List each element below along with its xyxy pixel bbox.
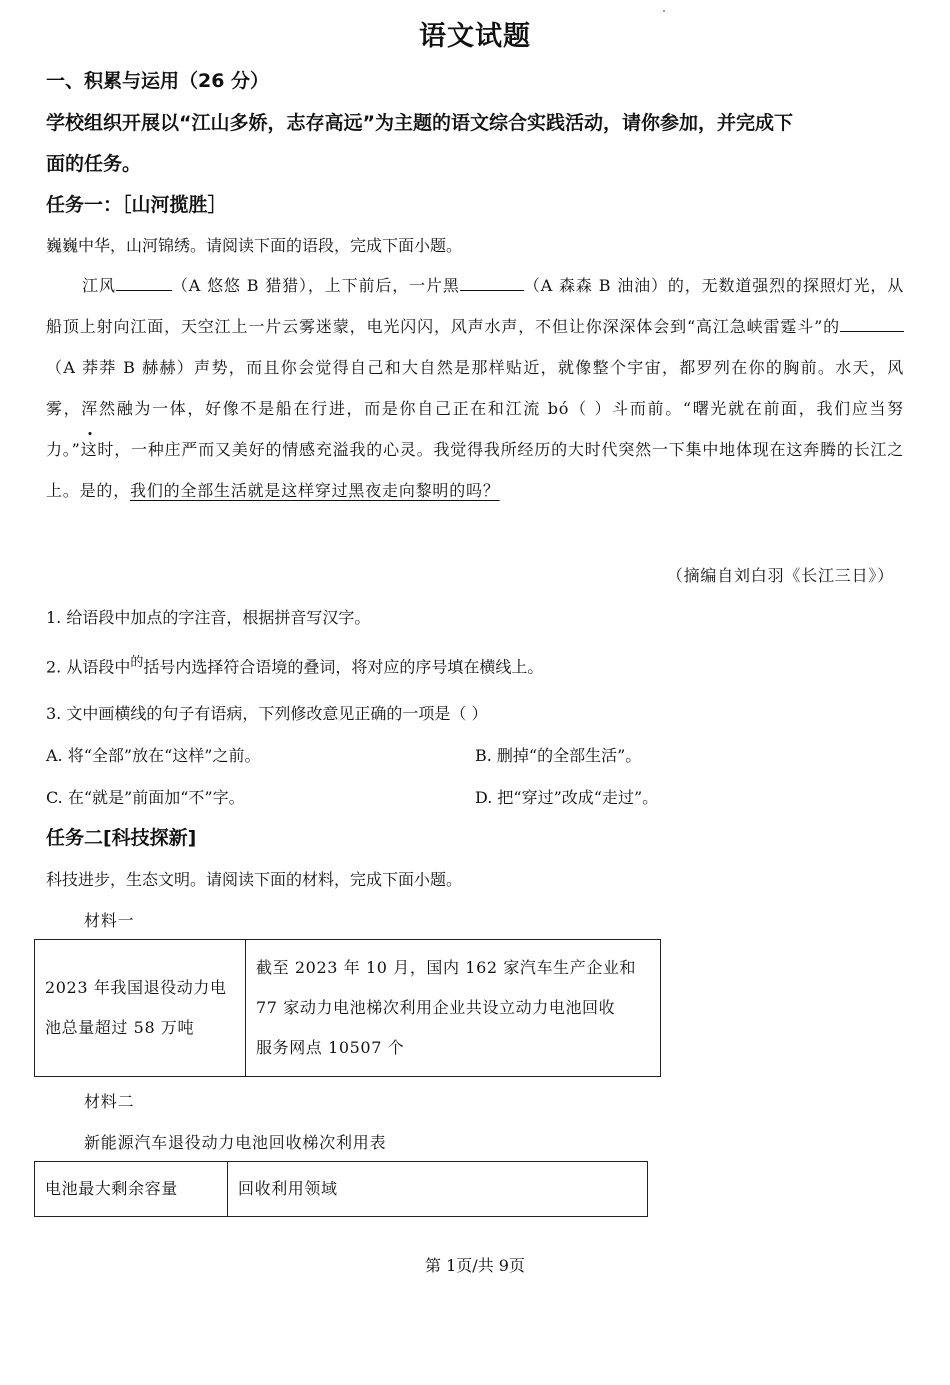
material-1-table [34,939,661,1077]
page-title: 语文试题 [419,21,531,52]
blank-1[interactable] [116,276,172,291]
question-2: 2. 从语段中$^的$括号内选择符合语境的叠词，将对应的序号填在横线上。 [46,655,544,677]
scan-speck [663,10,665,12]
task2-heading: 任务二[科技探新] [46,827,197,849]
page-footer: 第 1页/共 9页 [425,1256,525,1275]
material-2-header-field: 回收利用领域 [228,1162,648,1217]
question-3: 3. 文中画横线的句子有语病，下列修改意见正确的一项是（ ） [46,704,488,723]
task1-passage: 江风 （A 悠悠 B 猎猎），上下前后，一片黑 （A 森森 B 油油）的，无数道强烈的探照灯光，从船顶上射向江面，天空江上一片云雾迷蒙，电光闪闪，风声水声，不但让你深深体会到“高江急峡雷霆斗”的（A 莽莽 B 赫赫）声势，而且你会觉得自己和大自然是那样贴近，就像整个宇宙，都罗列在你的胸前。水天，风雾，浑然融为一体，好像不是船在行进，而是你自己正在和江流 bó（ ）斗而前。“曙光就在前面，我们应当努力。”这时，一种庄严而又美好的情感充溢我的心灵。我觉得我所经历的大时代突然一下集中地体现在这奔腾的长江之上。是的，我们的全部生活就是这样穿过黑夜走向黎明的吗？ [46,276,904,500]
material-2-header-capacity: 电池最大剩余容量 [35,1162,228,1217]
material-1-right-cell: 截至 2023 年 10 月，国内 162 家汽车生产企业和 77 家动力电池梯次利用企业共设立动力电池回收 服务网点 10507 个 [246,940,661,1077]
material-2-title: 新能源汽车退役动力电池回收梯次利用表 [84,1133,387,1152]
passage-source: （摘编自刘白羽《长江三日》） [666,566,894,585]
task1-instruction: 巍巍中华，山河锦绣。请阅读下面的语段，完成下面小题。 [46,236,463,255]
option-d[interactable]: D. 把“穿过”改成“走过”。 [475,788,659,807]
material-2-label: 材料二 [84,1092,135,1111]
task2-instruction: 科技进步，生态文明。请阅读下面的材料，完成下面小题。 [46,870,463,889]
dotted-character: 浑 [81,388,98,429]
section-intro-line1: 学校组织开展以“江山多娇，志存高远”为主题的语文综合实践活动，请你参加，并完成下 [46,112,793,134]
underlined-sentence: 我们的全部生活就是这样穿过黑夜走向黎明的吗？ [130,481,500,500]
section-heading: 一、积累与运用（26 分） [46,70,270,92]
material-1-left-cell: 2023 年我国退役动力电 池总量超过 58 万吨 [35,940,246,1077]
blank-3[interactable] [840,317,904,332]
task1-heading: 任务一：［山河揽胜］ [46,194,227,216]
option-c[interactable]: C. 在“就是”前面加“不”字。 [46,788,245,807]
option-a[interactable]: A. 将“全部”放在“这样”之前。 [46,746,261,765]
material-2-table [34,1161,648,1217]
question-1: 1. 给语段中加点的字注音，根据拼音写汉字。 [46,608,371,627]
option-b[interactable]: B. 删掉“的全部生活”。 [475,746,642,765]
blank-2[interactable] [460,276,524,291]
material-1-label: 材料一 [84,911,135,930]
section-intro-line2: 面的任务。 [46,153,142,175]
